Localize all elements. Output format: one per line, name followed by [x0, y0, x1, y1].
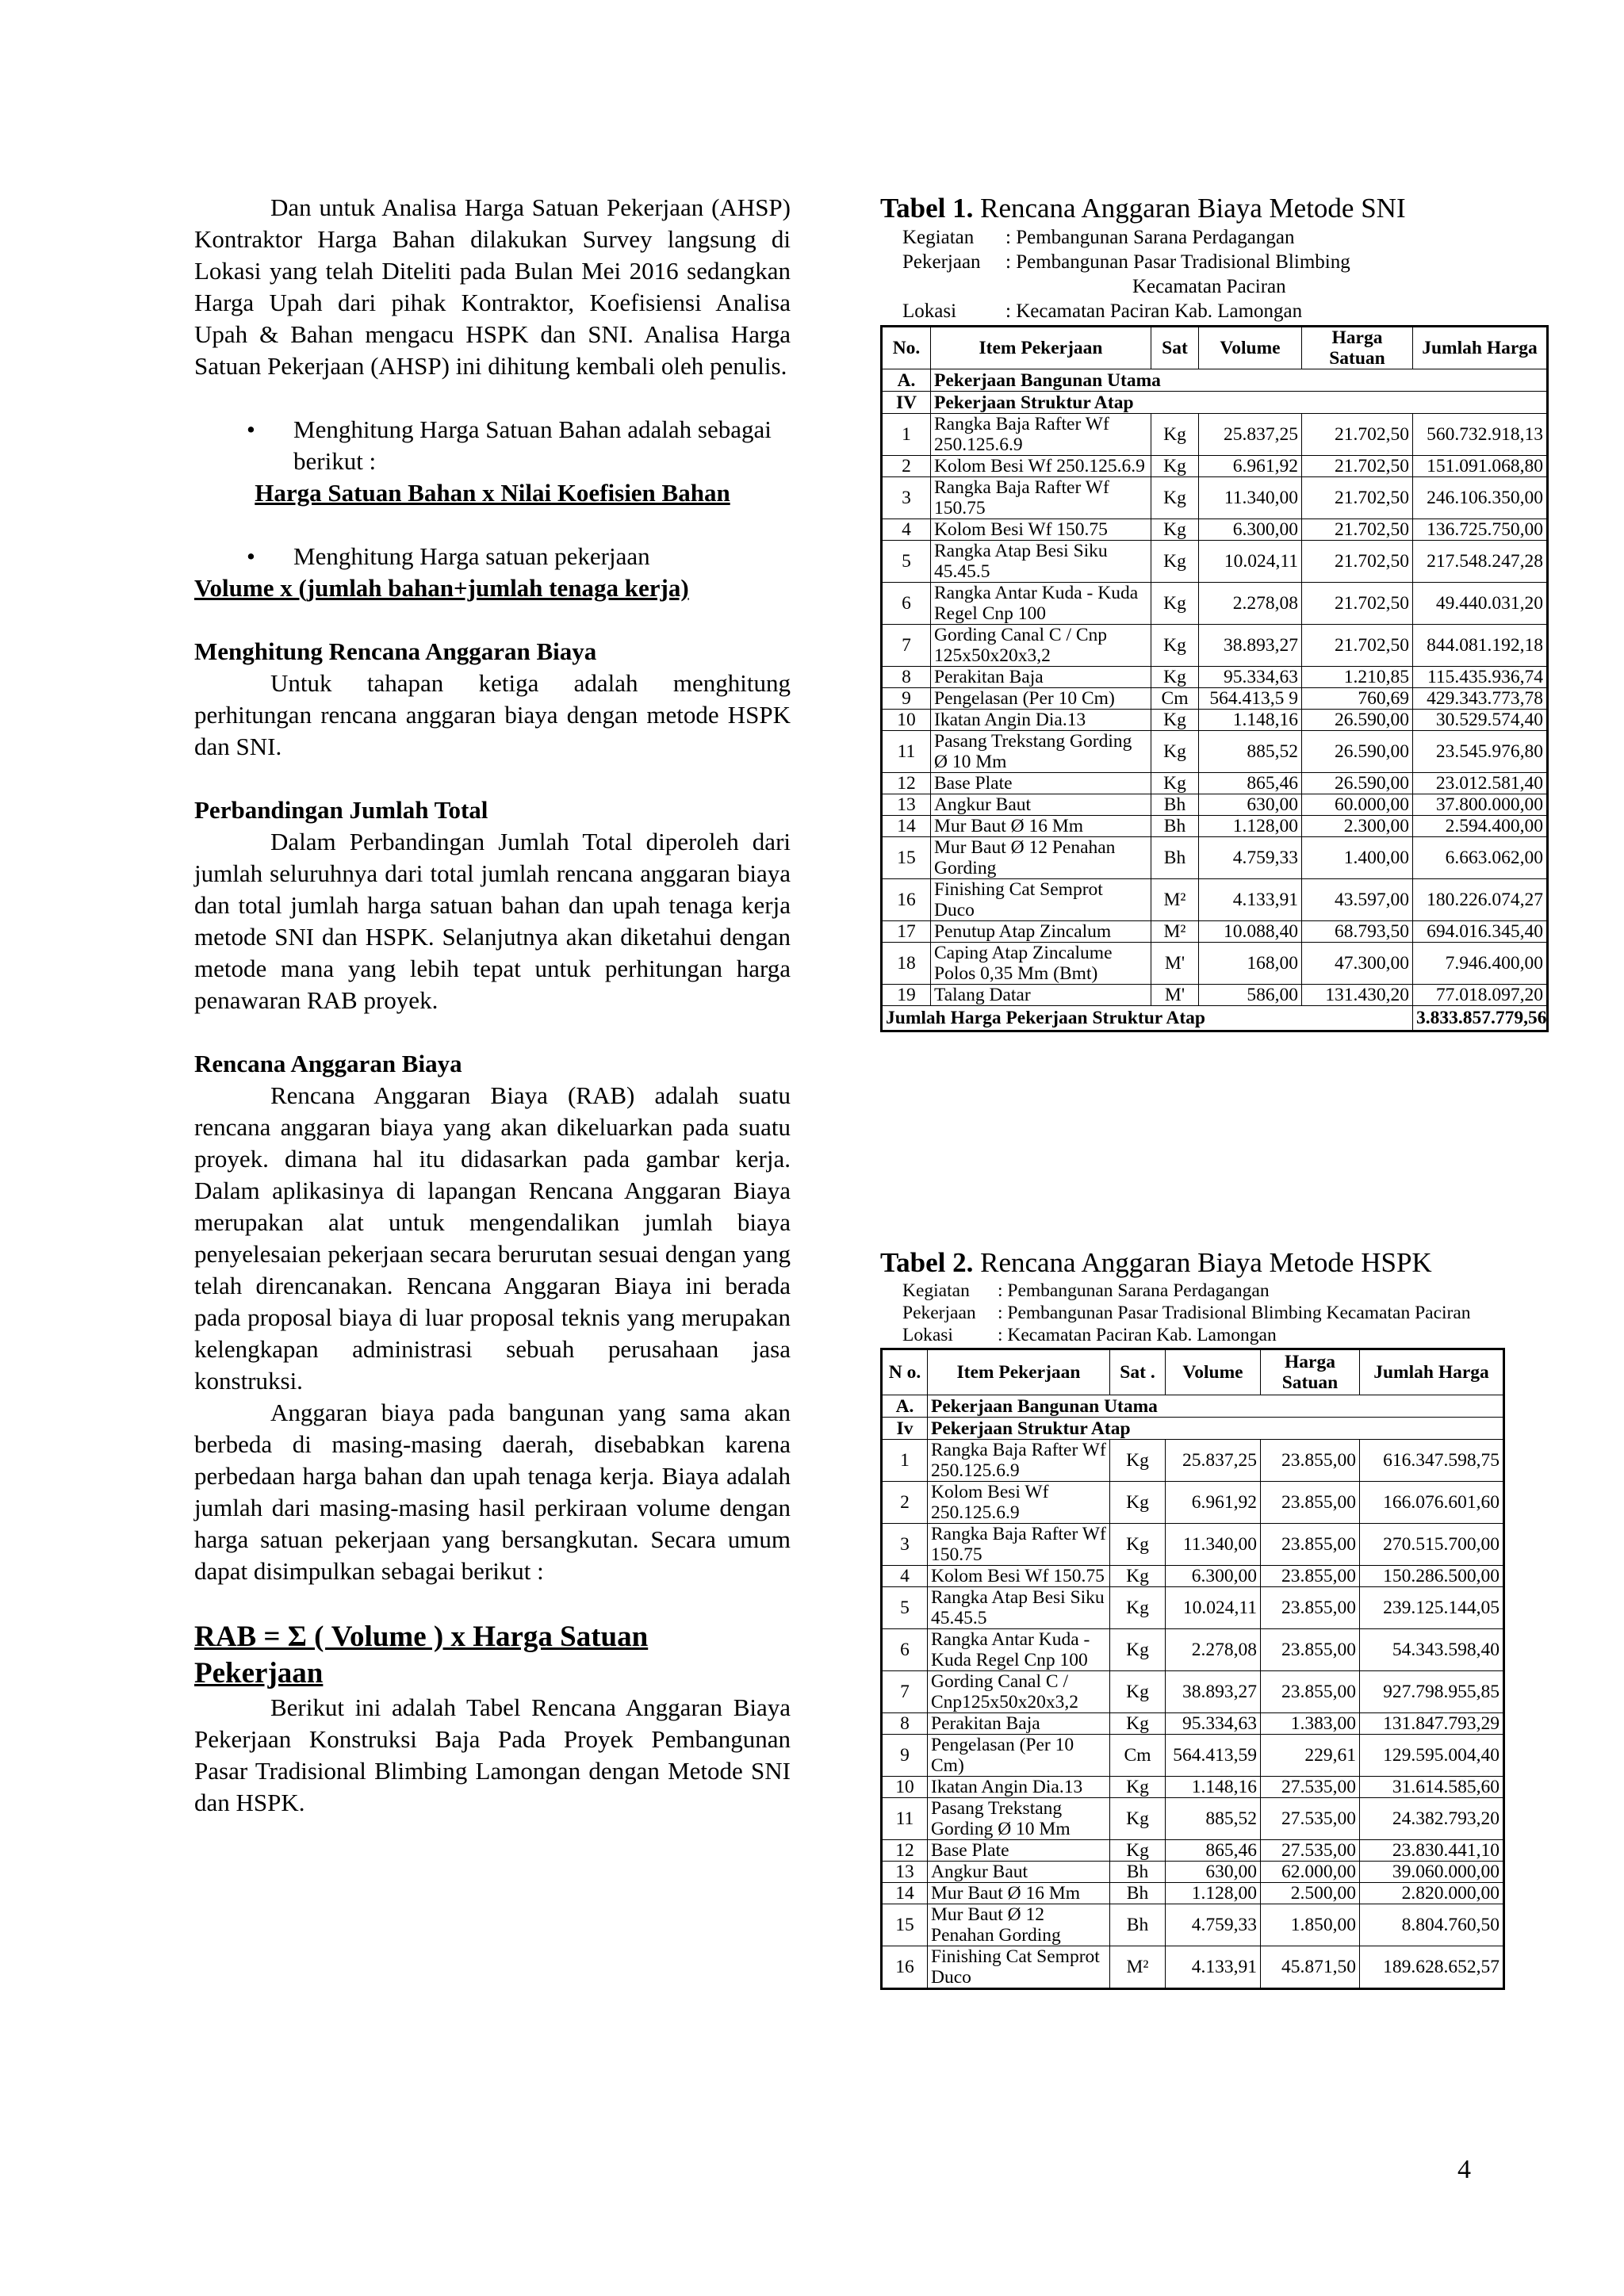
paragraph: Rencana Anggaran Biaya (RAB) adalah suatu rencana anggaran biaya yang akan dikeluarkan pada suatu proyek. dimana hal itu didasarkan pada gambar kerja. Dalam aplikasinya di lapangan Rencana Anggaran Biaya merupakan alat untuk mengendalikan jumlah biaya penyelesaian pekerjaan secara berurutan sesuai dengan yang telah direncanakan. Rencana Anggaran Biaya ini berada pada proposal biaya di luar proposal teknis yang merupakan kelengkapan administrasi sebuah perusahaan jasa konstruksi.: [194, 1081, 791, 1395]
unit-price: 131.430,20: [1302, 985, 1413, 1006]
table1-block: [880, 192, 1554, 1032]
unit: Kg: [1151, 731, 1199, 773]
unit-price: 760,69: [1302, 688, 1413, 710]
total-price: 115.435.936,74: [1413, 667, 1548, 688]
volume: 865,46: [1199, 773, 1302, 794]
table-row: [882, 1713, 1504, 1735]
table-row: [882, 414, 1548, 456]
unit: Bh: [1110, 1904, 1166, 1946]
table-header-row: No. Item Pekerjaan Sat Volume Harga Satuan Jumlah Harga: [882, 327, 1548, 369]
item-name: Caping Atap Zincalume Polos 0,35 Mm (Bmt): [931, 943, 1151, 985]
total-price: 246.106.350,00: [1413, 477, 1548, 519]
unit: Kg: [1110, 1713, 1166, 1735]
table-row: [882, 921, 1548, 943]
row-number: 4: [882, 1566, 928, 1587]
volume: 6.961,92: [1166, 1482, 1261, 1524]
total-price: 2.594.400,00: [1413, 816, 1548, 837]
total-price: 429.343.773,78: [1413, 688, 1548, 710]
unit: Bh: [1110, 1862, 1166, 1883]
row-number: 15: [882, 837, 931, 879]
unit: M²: [1151, 921, 1199, 943]
item-name: Finishing Cat Semprot Duco: [928, 1946, 1110, 1989]
unit: Kg: [1110, 1629, 1166, 1671]
unit: Cm: [1110, 1735, 1166, 1777]
bullet-text: Menghitung Harga satuan pekerjaan: [293, 542, 650, 570]
table-row: [882, 943, 1548, 985]
total-price: 23.830.441,10: [1360, 1840, 1504, 1862]
formula: Harga Satuan Bahan x Nilai Koefisien Bahan: [255, 479, 730, 507]
volume: 4.759,33: [1166, 1904, 1261, 1946]
bullet-icon: •: [247, 542, 255, 570]
row-number: 5: [882, 541, 931, 583]
unit: Kg: [1110, 1587, 1166, 1629]
paragraph: Anggaran biaya pada bangunan yang sama akan berbeda di masing-masing daerah, disebabkan karena perbedaan harga bahan dan upah tenaga kerja. Biaya adalah jumlah dari masing-masing hasil perkiraan volume dengan harga satuan pekerjaan yang bersangkutan. Secara umum dapat disimpulkan sebagai berikut :: [194, 1399, 791, 1585]
unit: M²: [1110, 1946, 1166, 1989]
item-name: Finishing Cat Semprot Duco: [931, 879, 1151, 921]
paragraph: Untuk tahapan ketiga adalah menghitung perhitungan rencana anggaran biaya dengan metode HSPK dan SNI.: [194, 669, 791, 760]
table-row: [882, 1671, 1504, 1713]
volume: 168,00: [1199, 943, 1302, 985]
total-price: 24.382.793,20: [1360, 1798, 1504, 1840]
table-row: [882, 837, 1548, 879]
volume: 4.133,91: [1166, 1946, 1261, 1989]
table-row: [882, 583, 1548, 625]
row-number: 15: [882, 1904, 928, 1946]
table-total-row: Jumlah Harga Pekerjaan Struktur Atap 3.833.857.779,56: [882, 1006, 1548, 1031]
volume: 95.334,63: [1199, 667, 1302, 688]
section-heading: Rencana Anggaran Biaya: [194, 1050, 462, 1077]
row-number: 5: [882, 1587, 928, 1629]
unit-price: 1.210,85: [1302, 667, 1413, 688]
volume: 865,46: [1166, 1840, 1261, 1862]
unit-price: 23.855,00: [1261, 1566, 1360, 1587]
item-name: Base Plate: [931, 773, 1151, 794]
unit: Kg: [1110, 1566, 1166, 1587]
item-name: Talang Datar: [931, 985, 1151, 1006]
unit: Bh: [1151, 794, 1199, 816]
total-price: 39.060.000,00: [1360, 1862, 1504, 1883]
item-name: Pengelasan (Per 10 Cm): [928, 1735, 1110, 1777]
unit: Kg: [1151, 710, 1199, 731]
item-name: Pengelasan (Per 10 Cm): [931, 688, 1151, 710]
item-name: Kolom Besi Wf 150.75: [928, 1566, 1110, 1587]
item-name: Mur Baut Ø 12 Penahan Gording: [931, 837, 1151, 879]
item-name: Angkur Baut: [928, 1862, 1110, 1883]
total-price: 129.595.004,40: [1360, 1735, 1504, 1777]
unit: Kg: [1151, 414, 1199, 456]
bullet-item: [194, 541, 791, 572]
bullet-text: Menghitung Harga Satuan Bahan adalah sebagai berikut :: [293, 415, 772, 475]
item-name: Kolom Besi Wf 250.125.6.9: [928, 1482, 1110, 1524]
unit: Bh: [1151, 816, 1199, 837]
item-name: Ikatan Angin Dia.13: [928, 1777, 1110, 1798]
item-name: Penutup Atap Zincalum: [931, 921, 1151, 943]
table-row: [882, 1777, 1504, 1798]
unit-price: 21.702,50: [1302, 625, 1413, 667]
unit-price: 21.702,50: [1302, 519, 1413, 541]
paragraph-ahsp: Dan untuk Analisa Harga Satuan Pekerjaan (AHSP) Kontraktor Harga Bahan dilakukan Survey langsung di Lokasi yang telah Diteliti pada Bulan Mei 2016 sedangkan Harga Upah dari pihak Kontraktor, Koefisiensi Analisa Upah & Bahan mengacu HSPK dan SNI. Analisa Harga Satuan Pekerjaan (AHSP) ini dihitung kembali oleh penulis.: [194, 193, 791, 380]
row-number: 9: [882, 1735, 928, 1777]
unit-price: 21.702,50: [1302, 477, 1413, 519]
total-price: 189.628.652,57: [1360, 1946, 1504, 1989]
item-name: Angkur Baut: [931, 794, 1151, 816]
item-name: Pasang Trekstang Gording Ø 10 Mm: [931, 731, 1151, 773]
row-number: 7: [882, 1671, 928, 1713]
volume: 1.128,00: [1166, 1883, 1261, 1904]
table-row: [882, 456, 1548, 477]
volume: 10.024,11: [1199, 541, 1302, 583]
item-name: Rangka Baja Rafter Wf 250.125.6.9: [931, 414, 1151, 456]
item-name: Gording Canal C / Cnp 125x50x20x3,2: [931, 625, 1151, 667]
unit: Bh: [1110, 1883, 1166, 1904]
volume: 38.893,27: [1199, 625, 1302, 667]
volume: 564.413,59: [1166, 1735, 1261, 1777]
row-number: 1: [882, 1440, 928, 1482]
total-price: 560.732.918,13: [1413, 414, 1548, 456]
total-price: 49.440.031,20: [1413, 583, 1548, 625]
total-price: 7.946.400,00: [1413, 943, 1548, 985]
unit-price: 43.597,00: [1302, 879, 1413, 921]
unit: Kg: [1151, 773, 1199, 794]
total-price: 844.081.192,18: [1413, 625, 1548, 667]
row-number: 2: [882, 456, 931, 477]
unit-price: 68.793,50: [1302, 921, 1413, 943]
unit-price: 27.535,00: [1261, 1798, 1360, 1840]
unit: Kg: [1151, 583, 1199, 625]
volume: 11.340,00: [1166, 1524, 1261, 1566]
section-heading: Menghitung Rencana Anggaran Biaya: [194, 637, 597, 665]
volume: 4.759,33: [1199, 837, 1302, 879]
volume: 1.128,00: [1199, 816, 1302, 837]
table-row: [882, 1904, 1504, 1946]
rab-formula: Pekerjaan: [194, 1657, 324, 1689]
table-row: [882, 1524, 1504, 1566]
table-caption: Tabel 2. Rencana Anggaran Biaya Metode HSPK: [880, 1247, 1432, 1278]
row-number: 14: [882, 1883, 928, 1904]
total-price: 30.529.574,40: [1413, 710, 1548, 731]
unit-price: 23.855,00: [1261, 1482, 1360, 1524]
volume: 6.300,00: [1199, 519, 1302, 541]
table-row: [882, 1587, 1504, 1629]
unit-price: 21.702,50: [1302, 583, 1413, 625]
unit-price: 23.855,00: [1261, 1629, 1360, 1671]
table-row: [882, 625, 1548, 667]
volume: 10.024,11: [1166, 1587, 1261, 1629]
unit-price: 26.590,00: [1302, 731, 1413, 773]
table-row: [882, 816, 1548, 837]
unit-price: 26.590,00: [1302, 710, 1413, 731]
item-name: Gording Canal C / Cnp125x50x20x3,2: [928, 1671, 1110, 1713]
total-price: 8.804.760,50: [1360, 1904, 1504, 1946]
table-section-row: A. Pekerjaan Bangunan Utama: [882, 369, 1548, 392]
table-row: [882, 985, 1548, 1006]
item-name: Rangka Atap Besi Siku 45.45.5: [928, 1587, 1110, 1629]
row-number: 3: [882, 477, 931, 519]
total-price: 616.347.598,75: [1360, 1440, 1504, 1482]
row-number: 10: [882, 710, 931, 731]
unit-price: 23.855,00: [1261, 1587, 1360, 1629]
volume: 6.961,92: [1199, 456, 1302, 477]
row-number: 16: [882, 1946, 928, 1989]
item-name: Rangka Antar Kuda - Kuda Regel Cnp 100: [931, 583, 1151, 625]
unit: Kg: [1151, 667, 1199, 688]
unit: Kg: [1151, 519, 1199, 541]
unit-price: 26.590,00: [1302, 773, 1413, 794]
rab-formula: RAB = Σ ( Volume ) x Harga Satuan: [194, 1621, 649, 1653]
unit-price: 23.855,00: [1261, 1524, 1360, 1566]
row-number: 4: [882, 519, 931, 541]
row-number: 7: [882, 625, 931, 667]
item-name: Kolom Besi Wf 250.125.6.9: [931, 456, 1151, 477]
row-number: 10: [882, 1777, 928, 1798]
unit-price: 23.855,00: [1261, 1671, 1360, 1713]
volume: 2.278,08: [1166, 1629, 1261, 1671]
table-section-row: Iv Pekerjaan Struktur Atap: [882, 1418, 1504, 1440]
table-header-row: N o. Item Pekerjaan Sat . Volume Harga Satuan Jumlah Harga: [882, 1349, 1504, 1395]
volume: 25.837,25: [1166, 1440, 1261, 1482]
row-number: 13: [882, 794, 931, 816]
volume: 95.334,63: [1166, 1713, 1261, 1735]
item-name: Perakitan Baja: [931, 667, 1151, 688]
volume: 1.148,16: [1199, 710, 1302, 731]
paragraph: Berikut ini adalah Tabel Rencana Anggaran Biaya Pekerjaan Konstruksi Baja Pada Proyek Pembangunan Pasar Tradisional Blimbing Lamongan dengan Metode SNI dan HSPK.: [194, 1693, 791, 1816]
row-number: 18: [882, 943, 931, 985]
unit: Kg: [1151, 456, 1199, 477]
total-price: 217.548.247,28: [1413, 541, 1548, 583]
table-caption: Tabel 1. Rencana Anggaran Biaya Metode SNI: [880, 193, 1406, 224]
unit: Kg: [1151, 477, 1199, 519]
row-number: 8: [882, 1713, 928, 1735]
total-price: 23.012.581,40: [1413, 773, 1548, 794]
volume: 630,00: [1166, 1862, 1261, 1883]
item-name: Mur Baut Ø 16 Mm: [931, 816, 1151, 837]
item-name: Rangka Antar Kuda - Kuda Regel Cnp 100: [928, 1629, 1110, 1671]
unit: Kg: [1110, 1482, 1166, 1524]
row-number: 19: [882, 985, 931, 1006]
volume: 885,52: [1166, 1798, 1261, 1840]
unit: Kg: [1151, 541, 1199, 583]
bullet-icon: •: [247, 415, 255, 443]
unit-price: 1.850,00: [1261, 1904, 1360, 1946]
row-number: 2: [882, 1482, 928, 1524]
total-price: 37.800.000,00: [1413, 794, 1548, 816]
table-row: [882, 731, 1548, 773]
volume: 1.148,16: [1166, 1777, 1261, 1798]
table-row: [882, 773, 1548, 794]
total-price: 239.125.144,05: [1360, 1587, 1504, 1629]
volume: 2.278,08: [1199, 583, 1302, 625]
row-number: 6: [882, 583, 931, 625]
unit-price: 27.535,00: [1261, 1840, 1360, 1862]
table-row: [882, 879, 1548, 921]
volume: 6.300,00: [1166, 1566, 1261, 1587]
row-number: 12: [882, 1840, 928, 1862]
table-row: [882, 1798, 1504, 1840]
unit: Kg: [1110, 1777, 1166, 1798]
unit: Kg: [1151, 625, 1199, 667]
table-hspk: [880, 1348, 1505, 1990]
unit: Cm: [1151, 688, 1199, 710]
total-price: 23.545.976,80: [1413, 731, 1548, 773]
total-price: 150.286.500,00: [1360, 1566, 1504, 1587]
row-number: 14: [882, 816, 931, 837]
total-price: 77.018.097,20: [1413, 985, 1548, 1006]
unit: Kg: [1110, 1798, 1166, 1840]
unit-price: 60.000,00: [1302, 794, 1413, 816]
row-number: 12: [882, 773, 931, 794]
volume: 586,00: [1199, 985, 1302, 1006]
unit-price: 21.702,50: [1302, 456, 1413, 477]
item-name: Ikatan Angin Dia.13: [931, 710, 1151, 731]
volume: 10.088,40: [1199, 921, 1302, 943]
item-name: Mur Baut Ø 16 Mm: [928, 1883, 1110, 1904]
table-row: [882, 541, 1548, 583]
table-row: [882, 710, 1548, 731]
table-row: [882, 519, 1548, 541]
unit: Kg: [1110, 1440, 1166, 1482]
total-price: 270.515.700,00: [1360, 1524, 1504, 1566]
table-meta: Kegiatan : Pembangunan Sarana Perdagangan Pekerjaan : Pembangunan Pasar Tradisional Blimbing Kecamatan Paciran Lokasi : Kecamatan Paciran Kab. Lamongan: [902, 1280, 1471, 1345]
unit-price: 23.855,00: [1261, 1440, 1360, 1482]
unit: Kg: [1110, 1671, 1166, 1713]
total-price: 31.614.585,60: [1360, 1777, 1504, 1798]
volume: 4.133,91: [1199, 879, 1302, 921]
unit-price: 45.871,50: [1261, 1946, 1360, 1989]
unit-price: 21.702,50: [1302, 541, 1413, 583]
item-name: Base Plate: [928, 1840, 1110, 1862]
unit-price: 229,61: [1261, 1735, 1360, 1777]
item-name: Rangka Baja Rafter Wf 150.75: [931, 477, 1151, 519]
unit-price: 2.300,00: [1302, 816, 1413, 837]
row-number: 17: [882, 921, 931, 943]
table-row: [882, 1883, 1504, 1904]
total-price: 131.847.793,29: [1360, 1713, 1504, 1735]
row-number: 9: [882, 688, 931, 710]
table-row: [882, 1946, 1504, 1989]
row-number: 3: [882, 1524, 928, 1566]
unit: Kg: [1110, 1524, 1166, 1566]
table-row: [882, 1735, 1504, 1777]
bullet-item: [194, 414, 791, 477]
unit-price: 21.702,50: [1302, 414, 1413, 456]
unit-price: 47.300,00: [1302, 943, 1413, 985]
table-row: [882, 1629, 1504, 1671]
total-price: 2.820.000,00: [1360, 1883, 1504, 1904]
total-price: 136.725.750,00: [1413, 519, 1548, 541]
item-name: Rangka Baja Rafter Wf 150.75: [928, 1524, 1110, 1566]
row-number: 16: [882, 879, 931, 921]
item-name: Mur Baut Ø 12 Penahan Gording: [928, 1904, 1110, 1946]
unit-price: 1.383,00: [1261, 1713, 1360, 1735]
section-heading: Perbandingan Jumlah Total: [194, 796, 488, 824]
row-number: 1: [882, 414, 931, 456]
total-price: 694.016.345,40: [1413, 921, 1548, 943]
row-number: 13: [882, 1862, 928, 1883]
row-number: 8: [882, 667, 931, 688]
item-name: Rangka Atap Besi Siku 45.45.5: [931, 541, 1151, 583]
table2-block: [880, 1246, 1554, 1990]
table-row: [882, 1566, 1504, 1587]
unit: M²: [1151, 879, 1199, 921]
total-price: 180.226.074,27: [1413, 879, 1548, 921]
unit: M': [1151, 985, 1199, 1006]
table-row: [882, 794, 1548, 816]
unit: Bh: [1151, 837, 1199, 879]
table-section-row: A. Pekerjaan Bangunan Utama: [882, 1395, 1504, 1418]
unit: M': [1151, 943, 1199, 985]
table-row: [882, 1862, 1504, 1883]
total-price: 927.798.955,85: [1360, 1671, 1504, 1713]
item-name: Pasang Trekstang Gording Ø 10 Mm: [928, 1798, 1110, 1840]
unit-price: 27.535,00: [1261, 1777, 1360, 1798]
volume: 630,00: [1199, 794, 1302, 816]
paragraph: Dalam Perbandingan Jumlah Total diperoleh dari jumlah seluruhnya dari total jumlah rencana anggaran biaya dan total jumlah harga satuan bahan dan upah tenaga kerja metode SNI dan HSPK. Selanjutnya akan diketahui dengan metode mana yang lebih tepat untuk perhitungan harga penawaran RAB proyek.: [194, 828, 791, 1014]
total-price: 151.091.068,80: [1413, 456, 1548, 477]
formula: Volume x (jumlah bahan+jumlah tenaga kerja): [194, 574, 689, 602]
page-number: 4: [1457, 2155, 1471, 2184]
table-row: [882, 667, 1548, 688]
table-row: [882, 1482, 1504, 1524]
unit-price: 1.400,00: [1302, 837, 1413, 879]
total-price: 54.343.598,40: [1360, 1629, 1504, 1671]
volume: 885,52: [1199, 731, 1302, 773]
table-meta: Kegiatan : Pembangunan Sarana Perdagangan Pekerjaan : Pembangunan Pasar Tradisional Blimbing Kecamatan Paciran Lokasi : Kecamatan Paciran Kab. Lamongan: [902, 227, 1350, 322]
item-name: Kolom Besi Wf 150.75: [931, 519, 1151, 541]
item-name: Rangka Baja Rafter Wf 250.125.6.9: [928, 1440, 1110, 1482]
row-number: 6: [882, 1629, 928, 1671]
left-column: [194, 192, 791, 1819]
total-price: 166.076.601,60: [1360, 1482, 1504, 1524]
volume: 25.837,25: [1199, 414, 1302, 456]
table-row: [882, 477, 1548, 519]
total-price: 6.663.062,00: [1413, 837, 1548, 879]
unit: Kg: [1110, 1840, 1166, 1862]
table-sni: [880, 325, 1549, 1032]
table-row: [882, 1440, 1504, 1482]
row-number: 11: [882, 1798, 928, 1840]
unit-price: 62.000,00: [1261, 1862, 1360, 1883]
table-section-row: IV Pekerjaan Struktur Atap: [882, 392, 1548, 414]
unit-price: 2.500,00: [1261, 1883, 1360, 1904]
volume: 38.893,27: [1166, 1671, 1261, 1713]
item-name: Perakitan Baja: [928, 1713, 1110, 1735]
table-row: [882, 1840, 1504, 1862]
volume: 564.413,5 9: [1199, 688, 1302, 710]
volume: 11.340,00: [1199, 477, 1302, 519]
table-row: [882, 688, 1548, 710]
row-number: 11: [882, 731, 931, 773]
